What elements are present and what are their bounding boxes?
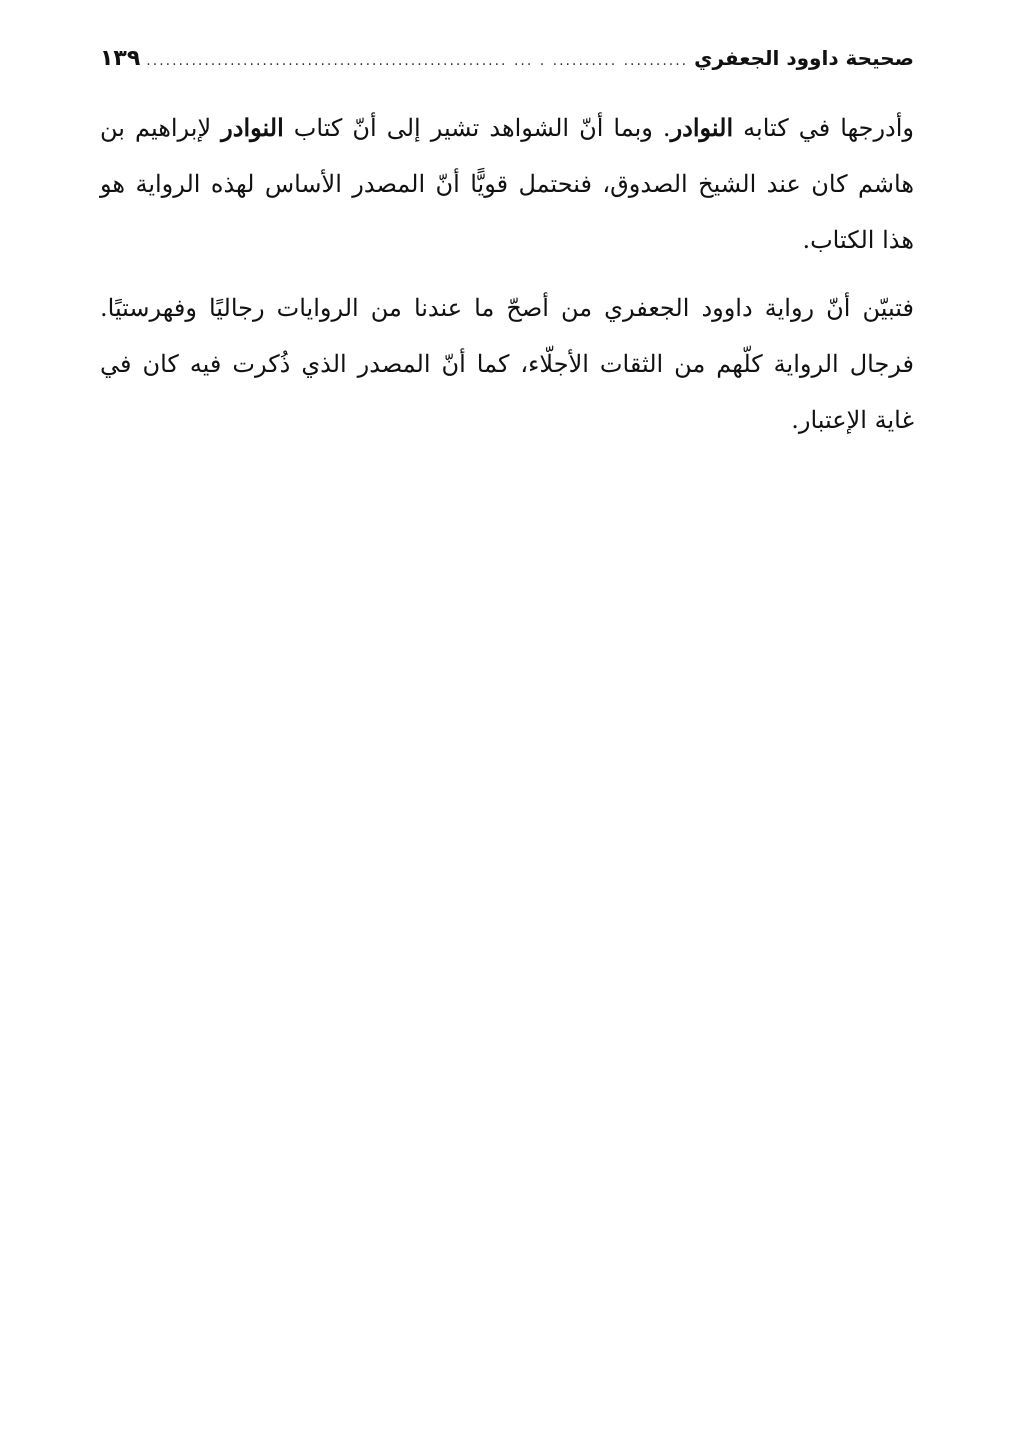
running-title: صحيحة داوود الجعفري bbox=[694, 46, 914, 70]
paragraph-1-part-3: لإبراهيم بن هاشم كان عند الشيخ الصدوق، فنحتمل قويًّا أنّ المصدر الأساس لهذه الرواية هو هذا الكتاب. bbox=[100, 114, 914, 254]
paragraph-2: فتبيّن أنّ رواية داوود الجعفري من أصحّ ما عندنا من الروايات رجاليًا وفهرستيًا. فرجال الرواية كلّهم من الثقات الأجلّاء، كما أنّ المصدر الذي ذُكرت فيه كان في غاية الإعتبار. bbox=[100, 294, 914, 434]
paragraph-1-part-1: وأدرجها في كتابه bbox=[733, 114, 914, 142]
paragraph-1 bbox=[100, 100, 914, 268]
running-header bbox=[100, 38, 914, 78]
page-number: ١٣٩ bbox=[100, 45, 141, 71]
book-title-nawadir-2: النوادر bbox=[221, 113, 284, 142]
body-text bbox=[100, 100, 914, 448]
book-title-nawadir: النوادر bbox=[670, 113, 734, 142]
paragraph-1-part-2: . وبما أنّ الشواهد تشير إلى أنّ كتاب bbox=[283, 114, 671, 142]
leader-dots: ........................................................ ... . .......... .......... bbox=[146, 53, 689, 69]
